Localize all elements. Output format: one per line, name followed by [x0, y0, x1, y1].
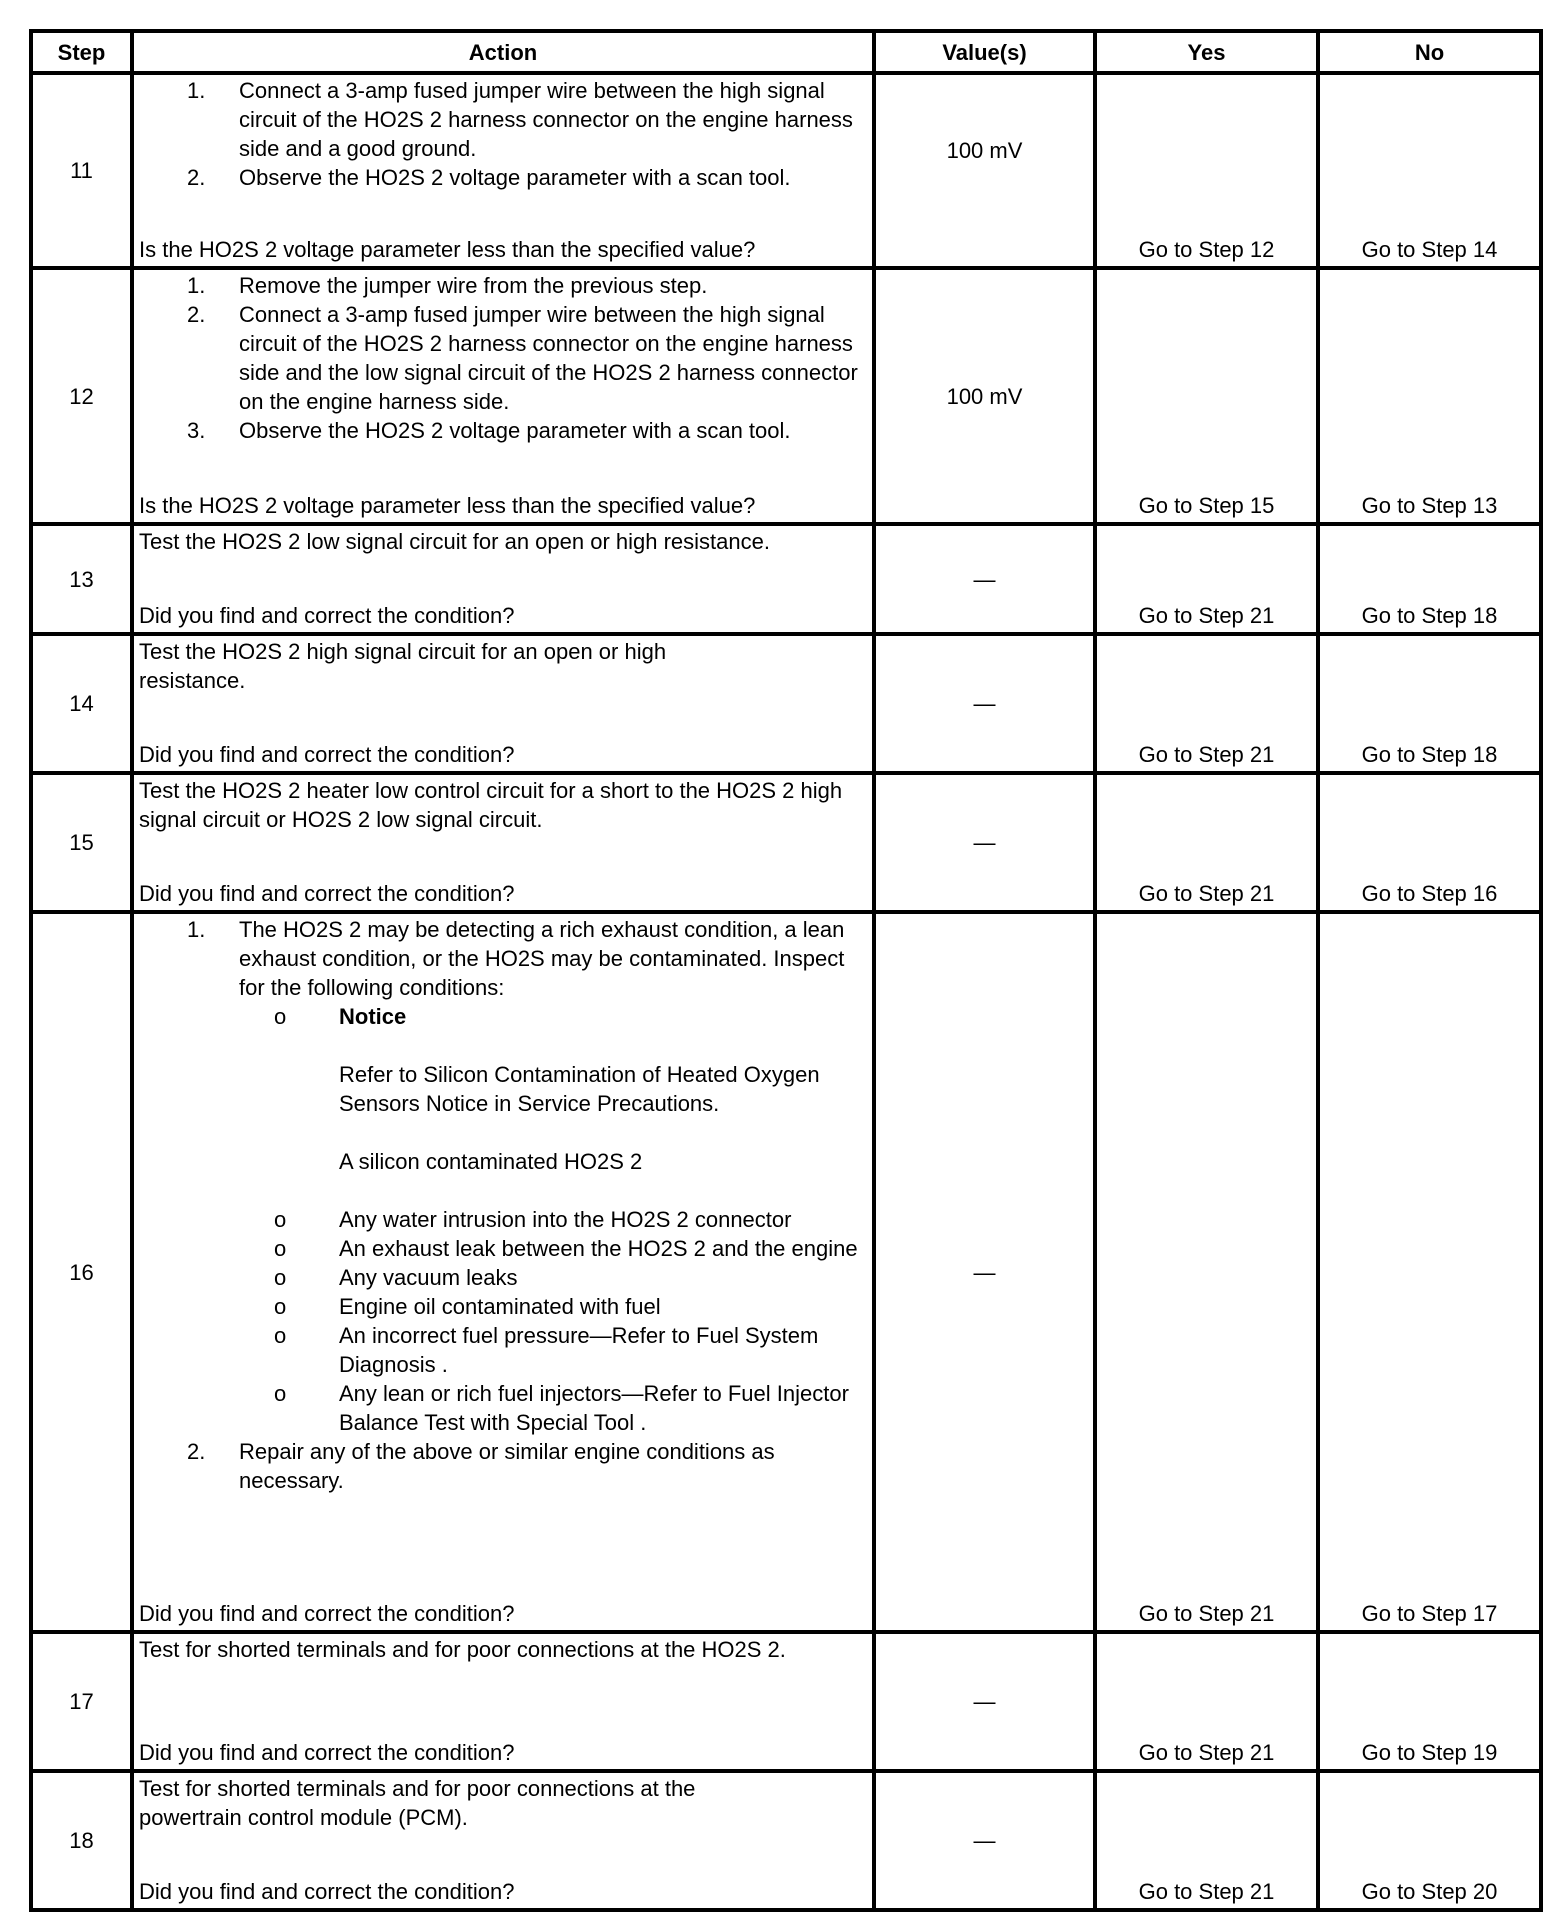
- numbered-instruction: [139, 1437, 868, 1495]
- bullet-item: [239, 1321, 868, 1379]
- action-cell: [132, 773, 874, 912]
- instruction-text: The HO2S 2 may be detecting a rich exhaust condition, a lean exhaust condition, or the HO2S may be contaminated. Inspect for the following conditions:: [239, 917, 845, 1000]
- yes-cell: Go to Step 12: [1095, 73, 1318, 268]
- yes-cell: Go to Step 21: [1095, 1771, 1318, 1910]
- instruction-text: Observe the HO2S 2 voltage parameter with a scan tool.: [239, 165, 791, 190]
- step-number: 11: [31, 73, 132, 268]
- table-row-step-12: [31, 268, 1541, 524]
- question-text: Is the HO2S 2 voltage parameter less than the specified value?: [139, 493, 756, 518]
- step-number: 17: [31, 1632, 132, 1771]
- step-number: 14: [31, 634, 132, 773]
- bullet-text: An exhaust leak between the HO2S 2 and the engine: [339, 1236, 858, 1261]
- yes-cell: Go to Step 21: [1095, 912, 1318, 1632]
- header-yes: Yes: [1095, 31, 1318, 73]
- bullet-item: [239, 1292, 868, 1321]
- diagnostic-table: [29, 29, 1543, 1912]
- numbered-instruction: [139, 271, 868, 300]
- no-cell: Go to Step 18: [1318, 634, 1541, 773]
- bullet-item: [239, 1263, 868, 1292]
- bullet-glyph: o: [274, 1207, 287, 1232]
- item-number: 3.: [187, 418, 206, 443]
- table-row-step-11: [31, 73, 1541, 268]
- yes-cell: Go to Step 21: [1095, 634, 1318, 773]
- question-text: Did you find and correct the condition?: [139, 603, 515, 628]
- no-cell: Go to Step 18: [1318, 524, 1541, 634]
- value-cell: —: [874, 773, 1095, 912]
- table-row-step-17: [31, 1632, 1541, 1771]
- bullet-glyph: o: [274, 1004, 287, 1029]
- bullet-glyph: o: [274, 1323, 287, 1348]
- bullet-glyph: o: [274, 1381, 287, 1406]
- yes-cell: Go to Step 21: [1095, 524, 1318, 634]
- numbered-instruction: [139, 300, 868, 416]
- header-step: Step: [31, 31, 132, 73]
- bullet-item: [239, 1379, 868, 1437]
- value-cell: —: [874, 912, 1095, 1632]
- no-cell: Go to Step 17: [1318, 912, 1541, 1632]
- value-cell: —: [874, 524, 1095, 634]
- yes-cell: Go to Step 15: [1095, 268, 1318, 524]
- action-cell: [132, 1632, 874, 1771]
- no-cell: Go to Step 20: [1318, 1771, 1541, 1910]
- instruction-text: Repair any of the above or similar engine conditions as necessary.: [239, 1439, 775, 1493]
- question-text: Did you find and correct the condition?: [139, 881, 515, 906]
- no-cell: Go to Step 16: [1318, 773, 1541, 912]
- value-cell: —: [874, 634, 1095, 773]
- item-number: 1.: [187, 273, 206, 298]
- step-number: 15: [31, 773, 132, 912]
- header-action: Action: [132, 31, 874, 73]
- bullet-glyph: o: [274, 1265, 287, 1290]
- instruction-text: Test for shorted terminals and for poor connections at the HO2S 2.: [139, 1637, 786, 1662]
- bullet-item: [239, 1205, 868, 1234]
- bullet-text: Engine oil contaminated with fuel: [339, 1294, 661, 1319]
- action-cell: [132, 73, 874, 268]
- action-cell: [132, 912, 874, 1632]
- no-cell: Go to Step 19: [1318, 1632, 1541, 1771]
- header-row: [31, 31, 1541, 73]
- bullet-text: An incorrect fuel pressure—Refer to Fuel System Diagnosis .: [339, 1323, 819, 1377]
- item-number: 2.: [187, 165, 206, 190]
- value-cell: —: [874, 1632, 1095, 1771]
- instruction-text: Connect a 3-amp fused jumper wire between the high signal circuit of the HO2S 2 harness connector on the engine harness side and the low signal circuit of the HO2S 2 harness connector on the engine harness side.: [239, 302, 858, 414]
- instruction-text: Observe the HO2S 2 voltage parameter with a scan tool.: [239, 418, 791, 443]
- item-number: 1.: [187, 917, 206, 942]
- table-row-step-15: [31, 773, 1541, 912]
- header-values: Value(s): [874, 31, 1095, 73]
- step-number: 18: [31, 1771, 132, 1910]
- action-cell: [132, 634, 874, 773]
- question-text: Did you find and correct the condition?: [139, 742, 515, 767]
- instruction-text: Remove the jumper wire from the previous step.: [239, 273, 708, 298]
- value-cell: 100 mV: [874, 73, 1095, 268]
- action-cell: [132, 524, 874, 634]
- value-cell: 100 mV: [874, 268, 1095, 524]
- notice-item: A silicon contaminated HO2S 2: [339, 1149, 643, 1174]
- yes-cell: Go to Step 21: [1095, 773, 1318, 912]
- numbered-instruction: [139, 416, 868, 445]
- numbered-instruction: [139, 163, 868, 192]
- action-cell: [132, 1771, 874, 1910]
- question-text: Is the HO2S 2 voltage parameter less than the specified value?: [139, 237, 756, 262]
- numbered-instruction: [139, 915, 868, 1437]
- table-row-step-13: [31, 524, 1541, 634]
- bullet-item-notice: [239, 1002, 868, 1205]
- instruction-text: Test for shorted terminals and for poor connections at the powertrain control module (PCM).: [139, 1776, 696, 1830]
- bullet-text: Any lean or rich fuel injectors—Refer to Fuel Injector Balance Test with Special Tool .: [339, 1381, 849, 1435]
- numbered-instruction: [139, 76, 868, 163]
- bullet-item: [239, 1234, 868, 1263]
- question-text: Did you find and correct the condition?: [139, 1601, 515, 1626]
- step-number: 16: [31, 912, 132, 1632]
- instruction-text: Test the HO2S 2 heater low control circuit for a short to the HO2S 2 high signal circuit or HO2S 2 low signal circuit.: [139, 778, 843, 832]
- question-text: Did you find and correct the condition?: [139, 1740, 515, 1765]
- header-no: No: [1318, 31, 1541, 73]
- no-cell: Go to Step 13: [1318, 268, 1541, 524]
- table-row-step-18: [31, 1771, 1541, 1910]
- action-cell: [132, 268, 874, 524]
- table-row-step-14: [31, 634, 1541, 773]
- item-number: 1.: [187, 78, 206, 103]
- item-number: 2.: [187, 302, 206, 327]
- item-number: 2.: [187, 1439, 206, 1464]
- no-cell: Go to Step 14: [1318, 73, 1541, 268]
- question-text: Did you find and correct the condition?: [139, 1879, 515, 1904]
- bullet-text: Any water intrusion into the HO2S 2 connector: [339, 1207, 792, 1232]
- bullet-glyph: o: [274, 1236, 287, 1261]
- instruction-text: Test the HO2S 2 high signal circuit for an open or high resistance.: [139, 639, 667, 693]
- yes-cell: Go to Step 21: [1095, 1632, 1318, 1771]
- bullet-text: Any vacuum leaks: [339, 1265, 518, 1290]
- step-number: 13: [31, 524, 132, 634]
- bullet-glyph: o: [274, 1294, 287, 1319]
- instruction-text: Test the HO2S 2 low signal circuit for an open or high resistance.: [139, 529, 770, 554]
- instruction-text: Connect a 3-amp fused jumper wire between the high signal circuit of the HO2S 2 harness connector on the engine harness side and a good ground.: [239, 78, 853, 161]
- table-row-step-16: [31, 912, 1541, 1632]
- step-number: 12: [31, 268, 132, 524]
- notice-text: Refer to Silicon Contamination of Heated Oxygen Sensors Notice in Service Precautions.: [339, 1062, 820, 1116]
- value-cell: —: [874, 1771, 1095, 1910]
- notice-label: Notice: [339, 1004, 407, 1029]
